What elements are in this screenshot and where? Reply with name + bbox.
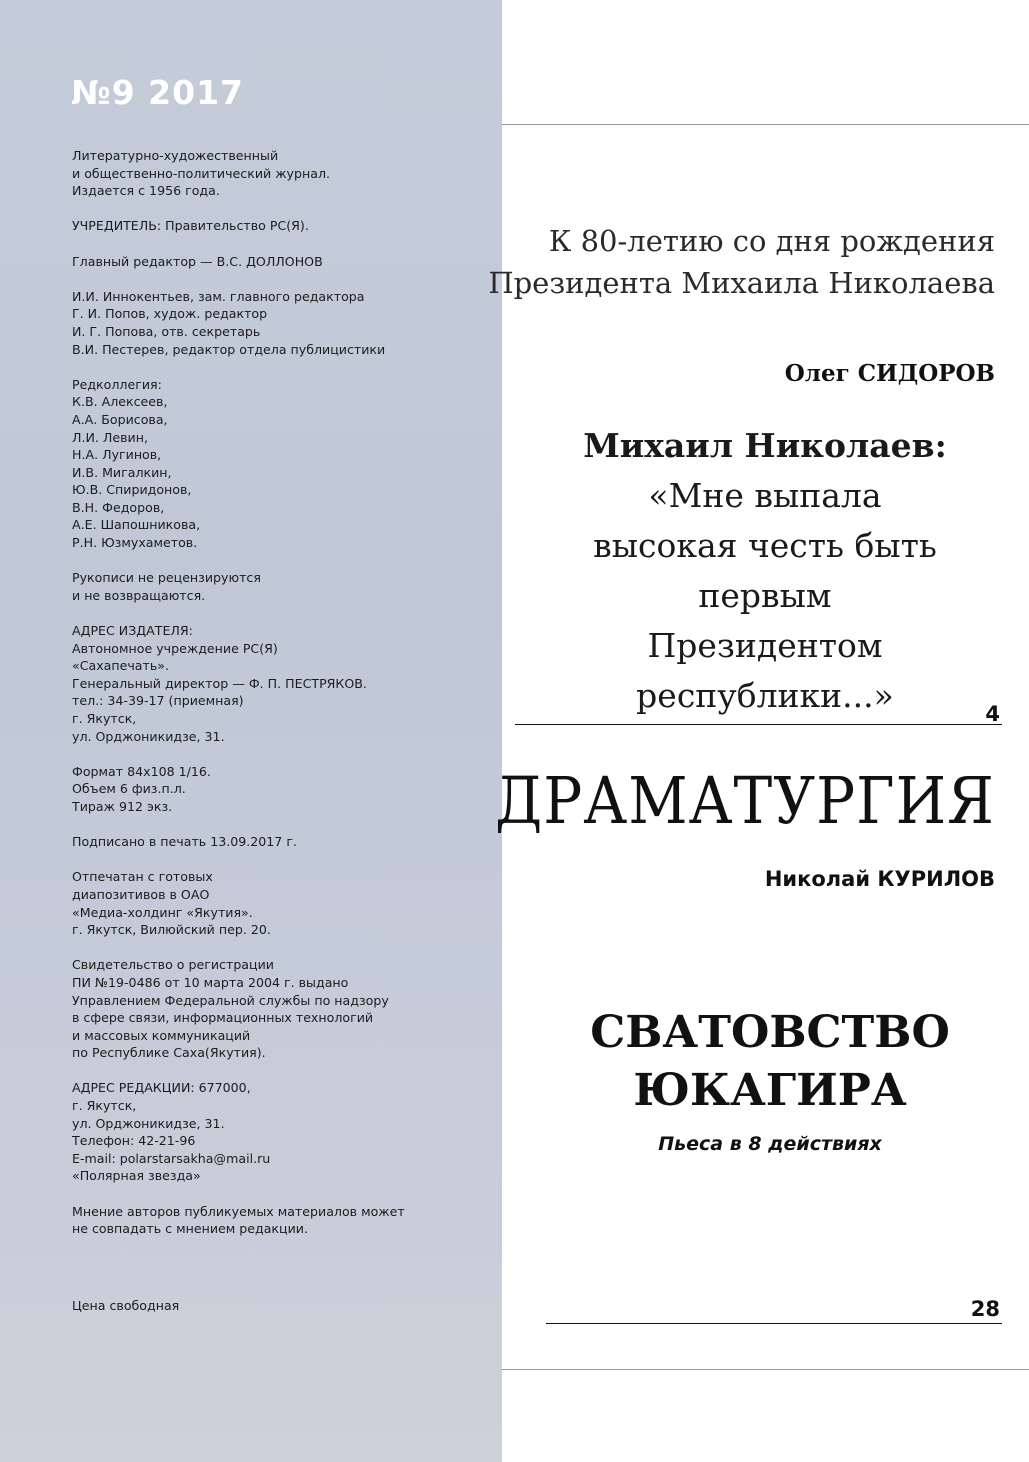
imprint-line: АДРЕС ИЗДАТЕЛЯ: xyxy=(72,623,193,639)
imprint-line: Ю.В. Спиридонов, xyxy=(72,482,192,498)
imprint-line: «Полярная звезда» xyxy=(72,1168,201,1184)
bottom-divider xyxy=(502,1369,1029,1370)
imprint-line: Управлением Федеральной службы по надзору xyxy=(72,992,389,1008)
article1-page-number: 4 xyxy=(985,702,1000,726)
article2-title xyxy=(560,1004,980,1120)
imprint-line: Мнение авторов публикуемых материалов может xyxy=(72,1203,405,1219)
imprint-line: Тираж 912 экз. xyxy=(72,798,173,814)
article2-rule xyxy=(546,1323,1002,1324)
imprint-line: И. Г. Попова, отв. секретарь xyxy=(72,323,261,339)
imprint-founder xyxy=(72,217,492,235)
imprint-line: в сфере связи, информационных технологий xyxy=(72,1010,374,1026)
imprint-line: Рукописи не рецензируются xyxy=(72,570,261,586)
imprint-line: А.А. Борисова, xyxy=(72,411,168,427)
imprint-line: Редколлегия: xyxy=(72,376,162,392)
imprint-line: Л.И. Левин, xyxy=(72,429,148,445)
imprint-line: А.Е. Шапошникова, xyxy=(72,517,201,533)
article1-title-line: первым xyxy=(698,576,832,615)
imprint-line: Телефон: 42-21-96 xyxy=(72,1133,196,1149)
imprint-line: Объем 6 физ.п.л. xyxy=(72,781,186,797)
imprint-line: не совпадать с мнением редакции. xyxy=(72,1221,308,1237)
imprint-line: и не возвращаются. xyxy=(72,587,206,603)
anniversary-heading xyxy=(488,220,995,304)
imprint-line: И.И. Иннокентьев, зам. главного редактора xyxy=(72,288,365,304)
imprint-line: Н.А. Лугинов, xyxy=(72,447,162,463)
imprint-line: Литературно-художественный xyxy=(72,148,279,163)
imprint-line: и общественно-политический журнал. xyxy=(72,165,330,181)
imprint-printed xyxy=(72,868,492,938)
imprint-line: «Медиа-холдинг «Якутия». xyxy=(72,904,253,920)
imprint-line: Свидетельство о регистрации xyxy=(72,957,274,973)
imprint-text xyxy=(72,147,492,1255)
imprint-line: В.И. Пестерев, редактор отдела публицистики xyxy=(72,341,386,357)
imprint-line: АДРЕС РЕДАКЦИИ: 677000, xyxy=(72,1080,251,1096)
imprint-line: Автономное учреждение РС(Я) xyxy=(72,640,278,656)
imprint-line: Главный редактор — В.С. ДОЛЛОНОВ xyxy=(72,253,323,269)
imprint-line: К.В. Алексеев, xyxy=(72,394,168,410)
imprint-line: г. Якутск, Вилюйский пер. 20. xyxy=(72,922,271,938)
imprint-line: Генеральный директор — Ф. П. ПЕСТРЯКОВ. xyxy=(72,675,367,691)
article1-title-line: республики...» xyxy=(636,676,894,715)
section-heading: ДРАМАТУРГИЯ xyxy=(495,762,995,839)
anniversary-line: Президента Михаила Николаева xyxy=(488,266,995,300)
article1-title-line: высокая честь быть xyxy=(593,526,937,565)
article1-title-line: Президентом xyxy=(647,626,883,665)
imprint-line: ул. Орджоникидзе, 31. xyxy=(72,728,225,744)
imprint-registration xyxy=(72,956,492,1062)
imprint-line: г. Якутск, xyxy=(72,711,137,726)
imprint-line: Подписано в печать 13.09.2017 г. xyxy=(72,834,297,850)
anniversary-line: К 80-летию со дня рождения xyxy=(548,224,995,258)
imprint-line: ул. Орджоникидзе, 31. xyxy=(72,1115,225,1131)
imprint-disclaimer xyxy=(72,1203,492,1238)
imprint-line: г. Якутск, xyxy=(72,1098,137,1114)
article2-subtitle: Пьеса в 8 действиях xyxy=(658,1133,882,1155)
imprint-editorial xyxy=(72,1079,492,1185)
imprint-line: и массовых коммуникаций xyxy=(72,1027,251,1043)
imprint-publisher xyxy=(72,622,492,745)
imprint-line: И.В. Мигалкин, xyxy=(72,464,172,480)
article2-title-line: СВАТОВСТВО xyxy=(590,1007,950,1058)
imprint-intro xyxy=(72,147,492,200)
imprint-signed xyxy=(72,833,492,851)
imprint-email: E-mail: polarstarsakha@mail.ru xyxy=(72,1150,271,1166)
article2-page-number: 28 xyxy=(970,1297,1000,1321)
imprint-line: Издается с 1956 года. xyxy=(72,183,220,199)
imprint-line: В.Н. Федоров, xyxy=(72,499,165,515)
imprint-line: «Сахапечать». xyxy=(72,658,169,674)
article1-author: Олег СИДОРОВ xyxy=(784,360,995,387)
price: Цена свободная xyxy=(72,1298,180,1313)
imprint-column xyxy=(0,0,502,1462)
imprint-line: ПИ №19-0486 от 10 марта 2004 г. выдано xyxy=(72,974,349,990)
imprint-line: диапозитивов в ОАО xyxy=(72,886,210,902)
imprint-line: УЧРЕДИТЕЛЬ: Правительство РС(Я). xyxy=(72,218,309,234)
imprint-line: по Республике Саха(Якутия). xyxy=(72,1045,266,1061)
article1-title xyxy=(540,421,990,721)
article1-title-line: Михаил Николаев: xyxy=(583,426,947,465)
top-divider xyxy=(502,124,1029,125)
imprint-line: тел.: 34-39-17 (приемная) xyxy=(72,693,244,709)
article2-title-line: ЮКАГИРА xyxy=(633,1065,907,1116)
article2-author: Николай КУРИЛОВ xyxy=(764,867,995,891)
imprint-manuscripts xyxy=(72,569,492,604)
imprint-staff xyxy=(72,288,492,358)
imprint-line: Формат 84х108 1/16. xyxy=(72,763,211,779)
imprint-line: Р.Н. Юзмухаметов. xyxy=(72,535,198,551)
imprint-format xyxy=(72,763,492,816)
article1-title-line: «Мне выпала xyxy=(648,476,882,515)
imprint-chief-editor xyxy=(72,253,492,271)
issue-number: №9 2017 xyxy=(71,73,244,112)
imprint-line: Отпечатан с готовых xyxy=(72,869,213,885)
imprint-line: Г. И. Попов, худож. редактор xyxy=(72,306,268,322)
article1-rule xyxy=(515,724,1002,725)
imprint-board xyxy=(72,376,492,552)
